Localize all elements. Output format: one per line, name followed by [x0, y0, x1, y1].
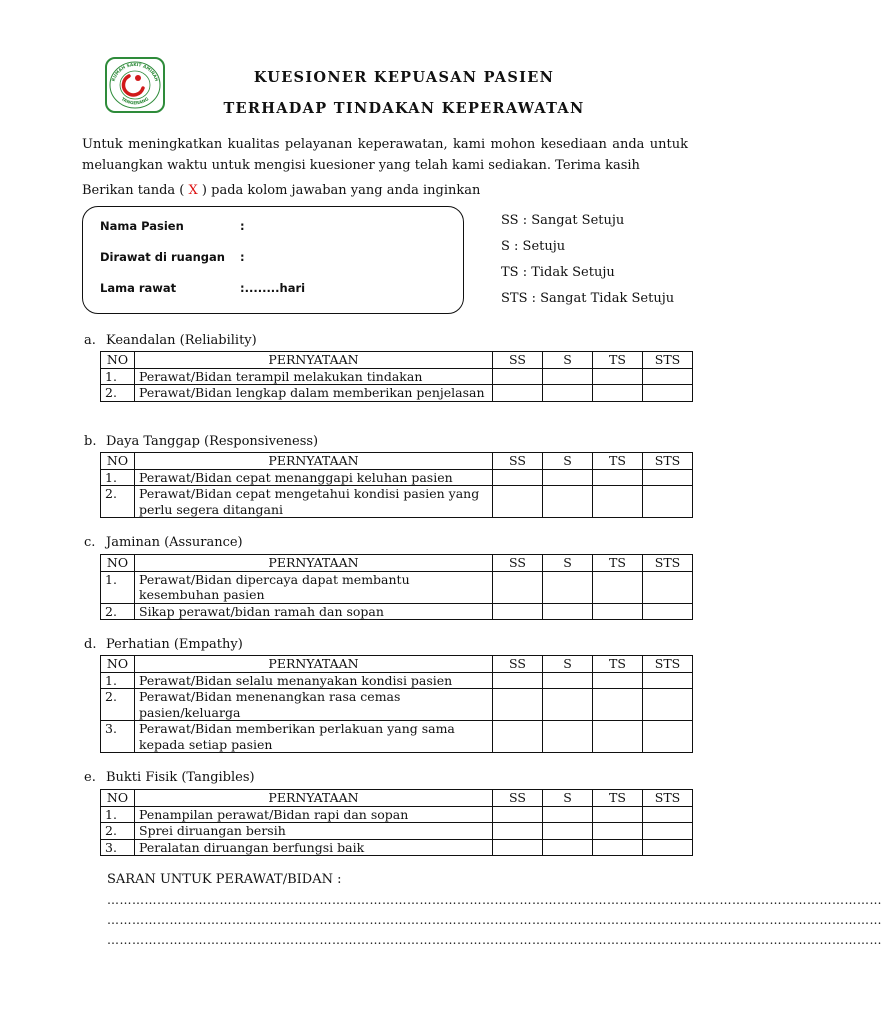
header-s: S — [543, 352, 593, 369]
patient-stay-value: :........hari — [240, 281, 306, 295]
header-ts: TS — [593, 656, 643, 673]
answer-cell-ss[interactable] — [493, 385, 543, 402]
header-sts: STS — [643, 790, 693, 807]
row-statement: Peralatan diruangan berfungsi baik — [135, 839, 493, 856]
table-row — [101, 672, 693, 689]
section-table — [100, 452, 693, 518]
section-title — [84, 434, 318, 449]
row-statement: Perawat/Bidan memberikan perlakuan yang sama kepada setiap pasien — [135, 721, 493, 753]
answer-cell-s[interactable] — [543, 368, 593, 385]
header-ts: TS — [593, 555, 643, 572]
patient-name-field[interactable] — [100, 219, 245, 233]
table-header-row — [101, 453, 693, 470]
row-number: 2. — [101, 603, 135, 620]
table-row — [101, 806, 693, 823]
section-letter: e. — [84, 770, 96, 785]
answer-cell-sts[interactable] — [643, 368, 693, 385]
logo-text-top: RUMAH SAKIT AMINAH — [111, 62, 159, 83]
answer-cell-sts[interactable] — [643, 571, 693, 603]
row-number: 2. — [101, 689, 135, 721]
section-letter: c. — [84, 535, 96, 550]
legend-sts: STS : Sangat Tidak Setuju — [501, 291, 675, 306]
row-number: 2. — [101, 823, 135, 840]
header-ss: SS — [493, 555, 543, 572]
answer-cell-ss[interactable] — [493, 839, 543, 856]
header-no: NO — [101, 790, 135, 807]
answer-cell-s[interactable] — [543, 385, 593, 402]
header-s: S — [543, 656, 593, 673]
table-row — [101, 486, 693, 518]
answer-cell-ts[interactable] — [593, 603, 643, 620]
saran-line-1[interactable]: …………………………………………………………………………………………………………………………………………………………………… — [107, 893, 882, 907]
row-statement: Perawat/Bidan terampil melakukan tindakan — [135, 368, 493, 385]
answer-cell-sts[interactable] — [643, 806, 693, 823]
patient-stay-label: Lama rawat — [100, 281, 177, 295]
answer-cell-ts[interactable] — [593, 571, 643, 603]
row-number: 2. — [101, 486, 135, 518]
table-header-row — [101, 656, 693, 673]
answer-cell-sts[interactable] — [643, 672, 693, 689]
row-number: 1. — [101, 368, 135, 385]
table-row — [101, 823, 693, 840]
answer-cell-sts[interactable] — [643, 721, 693, 753]
header-ts: TS — [593, 352, 643, 369]
header-s: S — [543, 790, 593, 807]
section-title-text: Bukti Fisik (Tangibles) — [106, 770, 255, 785]
header-statement: PERNYATAAN — [135, 555, 493, 572]
header-ts: TS — [593, 453, 643, 470]
answer-cell-s[interactable] — [543, 469, 593, 486]
row-number: 1. — [101, 469, 135, 486]
header-s: S — [543, 453, 593, 470]
section-title-text: Daya Tanggap (Responsiveness) — [106, 434, 319, 449]
answer-cell-ss[interactable] — [493, 672, 543, 689]
row-statement: Perawat/Bidan selalu menanyakan kondisi pasien — [135, 672, 493, 689]
legend-ss: SS : Sangat Setuju — [501, 213, 625, 228]
answer-cell-s[interactable] — [543, 806, 593, 823]
patient-name-label: Nama Pasien — [100, 219, 184, 233]
table-row — [101, 571, 693, 603]
answer-cell-ts[interactable] — [593, 721, 643, 753]
answer-cell-ss[interactable] — [493, 823, 543, 840]
answer-cell-ts[interactable] — [593, 469, 643, 486]
patient-info-box — [82, 206, 464, 314]
section-title-text: Keandalan (Reliability) — [106, 333, 257, 348]
header-statement: PERNYATAAN — [135, 790, 493, 807]
answer-cell-ss[interactable] — [493, 368, 543, 385]
answer-cell-sts[interactable] — [643, 385, 693, 402]
header-ss: SS — [493, 656, 543, 673]
answer-cell-ss[interactable] — [493, 689, 543, 721]
row-statement: Sprei diruangan bersih — [135, 823, 493, 840]
table-row — [101, 721, 693, 753]
patient-name-value: : — [240, 219, 245, 233]
saran-line-2[interactable]: …………………………………………………………………………………………………………………………………………………………………… — [107, 913, 882, 927]
row-statement: Perawat/Bidan cepat mengetahui kondisi pasien yang perlu segera ditangani — [135, 486, 493, 518]
section-title — [84, 637, 243, 652]
section-title-text: Jaminan (Assurance) — [106, 535, 243, 550]
answer-cell-sts[interactable] — [643, 823, 693, 840]
answer-cell-ts[interactable] — [593, 839, 643, 856]
section-letter: d. — [84, 637, 97, 652]
header-ss: SS — [493, 790, 543, 807]
patient-room-value: : — [240, 250, 245, 264]
answer-cell-sts[interactable] — [643, 689, 693, 721]
table-row — [101, 368, 693, 385]
header-statement: PERNYATAAN — [135, 453, 493, 470]
row-statement: Perawat/Bidan cepat menanggapi keluhan pasien — [135, 469, 493, 486]
header-no: NO — [101, 555, 135, 572]
header-no: NO — [101, 352, 135, 369]
instruction-after: ) pada kolom jawaban yang anda inginkan — [197, 183, 481, 198]
section-letter: b. — [84, 434, 97, 449]
section-title — [84, 333, 257, 348]
answer-cell-ss[interactable] — [493, 721, 543, 753]
row-number: 1. — [101, 806, 135, 823]
header-sts: STS — [643, 656, 693, 673]
header-no: NO — [101, 656, 135, 673]
section-table — [100, 351, 693, 402]
answer-cell-s[interactable] — [543, 571, 593, 603]
section-title-text: Perhatian (Empathy) — [106, 637, 243, 652]
table-row — [101, 469, 693, 486]
header-ts: TS — [593, 790, 643, 807]
row-number: 1. — [101, 571, 135, 603]
section-table — [100, 789, 693, 856]
table-header-row — [101, 555, 693, 572]
answer-cell-ss[interactable] — [493, 571, 543, 603]
instruction — [82, 183, 480, 198]
answer-cell-ss[interactable] — [493, 469, 543, 486]
header-sts: STS — [643, 453, 693, 470]
answer-cell-s[interactable] — [543, 603, 593, 620]
header-statement: PERNYATAAN — [135, 352, 493, 369]
table-row — [101, 839, 693, 856]
answer-cell-s[interactable] — [543, 672, 593, 689]
logo-text-bottom: TANGERANG — [119, 97, 150, 107]
answer-cell-ss[interactable] — [493, 806, 543, 823]
answer-cell-ss[interactable] — [493, 486, 543, 518]
answer-cell-sts[interactable] — [643, 469, 693, 486]
legend-ts: TS : Tidak Setuju — [501, 265, 615, 280]
saran-line-3[interactable]: …………………………………………………………………………………………………………………………………………………………………… — [107, 933, 882, 947]
answer-cell-sts[interactable] — [643, 839, 693, 856]
patient-room-label: Dirawat di ruangan — [100, 250, 225, 264]
table-row — [101, 385, 693, 402]
section-table — [100, 655, 693, 753]
page-title: KUESIONER KEPUASAN PASIEN — [253, 69, 555, 86]
answer-cell-s[interactable] — [543, 689, 593, 721]
row-statement: Perawat/Bidan dipercaya dapat membantu kesembuhan pasien — [135, 571, 493, 603]
row-statement: Penampilan perawat/Bidan rapi dan sopan — [135, 806, 493, 823]
row-statement: Perawat/Bidan lengkap dalam memberikan penjelasan — [135, 385, 493, 402]
row-number: 3. — [101, 721, 135, 753]
section-title — [84, 770, 255, 785]
table-header-row — [101, 352, 693, 369]
header-ss: SS — [493, 453, 543, 470]
instruction-before: Berikan tanda ( — [82, 183, 189, 198]
header-s: S — [543, 555, 593, 572]
answer-cell-ts[interactable] — [593, 368, 643, 385]
header-sts: STS — [643, 352, 693, 369]
answer-cell-ts[interactable] — [593, 385, 643, 402]
answer-cell-ts[interactable] — [593, 689, 643, 721]
row-statement: Perawat/Bidan menenangkan rasa cemas pasien/keluarga — [135, 689, 493, 721]
answer-cell-s[interactable] — [543, 823, 593, 840]
row-statement: Sikap perawat/bidan ramah dan sopan — [135, 603, 493, 620]
intro-paragraph: Untuk meningkatkan kualitas pelayanan keperawatan, kami mohon kesediaan anda untuk meluangkan waktu untuk mengisi kuesioner yang telah kami sediakan. Terima kasih — [82, 137, 688, 173]
answer-cell-ts[interactable] — [593, 672, 643, 689]
answer-cell-s[interactable] — [543, 839, 593, 856]
answer-cell-ts[interactable] — [593, 823, 643, 840]
patient-stay-field[interactable] — [100, 281, 306, 295]
saran-label: SARAN UNTUK PERAWAT/BIDAN : — [107, 872, 342, 887]
answer-cell-s[interactable] — [543, 486, 593, 518]
answer-cell-sts[interactable] — [643, 603, 693, 620]
answer-cell-ts[interactable] — [593, 806, 643, 823]
header-statement: PERNYATAAN — [135, 656, 493, 673]
header-sts: STS — [643, 555, 693, 572]
answer-cell-sts[interactable] — [643, 486, 693, 518]
section-letter: a. — [84, 333, 96, 348]
legend-s: S : Setuju — [501, 239, 566, 254]
instruction-mark: X — [188, 183, 198, 198]
answer-cell-s[interactable] — [543, 721, 593, 753]
section-title — [84, 535, 243, 550]
patient-room-field[interactable] — [100, 250, 245, 264]
header-ss: SS — [493, 352, 543, 369]
answer-cell-ts[interactable] — [593, 486, 643, 518]
page-subtitle: TERHADAP TINDAKAN KEPERAWATAN — [223, 100, 585, 117]
header-no: NO — [101, 453, 135, 470]
section-table — [100, 554, 693, 620]
table-header-row — [101, 790, 693, 807]
row-number: 2. — [101, 385, 135, 402]
answer-cell-ss[interactable] — [493, 603, 543, 620]
row-number: 3. — [101, 839, 135, 856]
row-number: 1. — [101, 672, 135, 689]
table-row — [101, 689, 693, 721]
table-row — [101, 603, 693, 620]
